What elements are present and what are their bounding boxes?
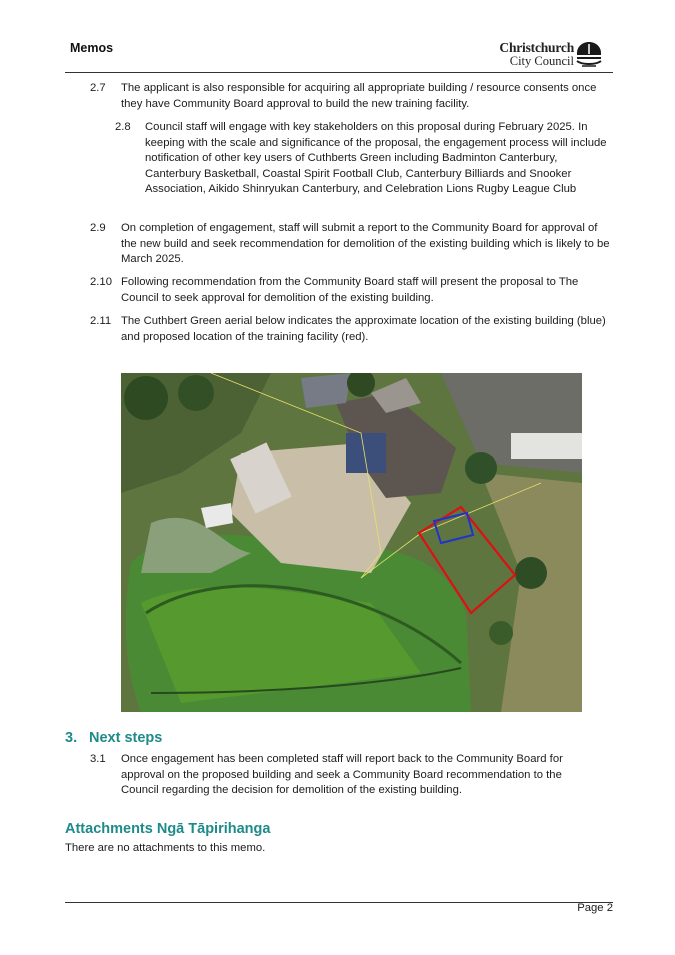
council-logo <box>496 40 606 70</box>
item-number: 2.10 <box>90 276 112 288</box>
item-number: 2.9 <box>90 222 106 234</box>
header-rule <box>65 72 613 73</box>
item-text: Once engagement has been completed staff will report back to the Community Board for approval on the proposed building and seek a Community Board recommendation to the Council regarding the decision for demolition of the existing building. <box>121 753 563 797</box>
aerial-photo <box>121 373 582 712</box>
item-text: Following recommendation from the Community Board staff will present the proposal to The Council to seek approval for demolition of the existing building. <box>121 276 579 304</box>
item-text: The Cuthbert Green aerial below indicates the approximate location of the existing building (blue) and proposed location of the training facility (red). <box>121 315 606 343</box>
header-title: Memos <box>70 41 114 55</box>
item-text: On completion of engagement, staff will submit a report to the Community Board for approval of the new build and seek recommendation for demolition of the existing building which is likely to be March 2025. <box>121 222 610 266</box>
logo-line-1: Christchurch <box>499 40 574 55</box>
logo-line-2: City Council <box>509 54 574 68</box>
item-number: 2.8 <box>115 121 131 133</box>
council-emblem-icon <box>576 41 602 67</box>
item-number: 3.1 <box>90 753 106 765</box>
section-number: 3. <box>65 730 78 746</box>
attachments-text: There are no attachments to this memo. <box>65 842 266 854</box>
page-number: Page 2 <box>577 902 613 914</box>
item-text: The applicant is also responsible for acquiring all appropriate building / resource consents once they have Community Board approval to build the new training facility. <box>121 82 597 110</box>
footer-rule <box>65 902 613 903</box>
item-number: 2.7 <box>90 82 106 94</box>
attachments-heading: Attachments Ngā Tāpirihanga <box>65 821 271 837</box>
item-number: 2.11 <box>90 315 112 327</box>
section-title: Next steps <box>89 730 163 746</box>
item-text: Council staff will engage with key stakeholders on this proposal during February 2025. In keeping with the scale and significance of the proposal, the engagement process will include notification of other key users of Cuthberts Green including Badminton Canterbury, Canterbury Basketball, Coastal Spirit Football Club, Canterbury Billiards and Snooker Association, Aikido Shinryukan Canterbury, and Celebration Lions Rugby League Club <box>145 121 607 196</box>
section-heading-next-steps <box>65 730 162 746</box>
